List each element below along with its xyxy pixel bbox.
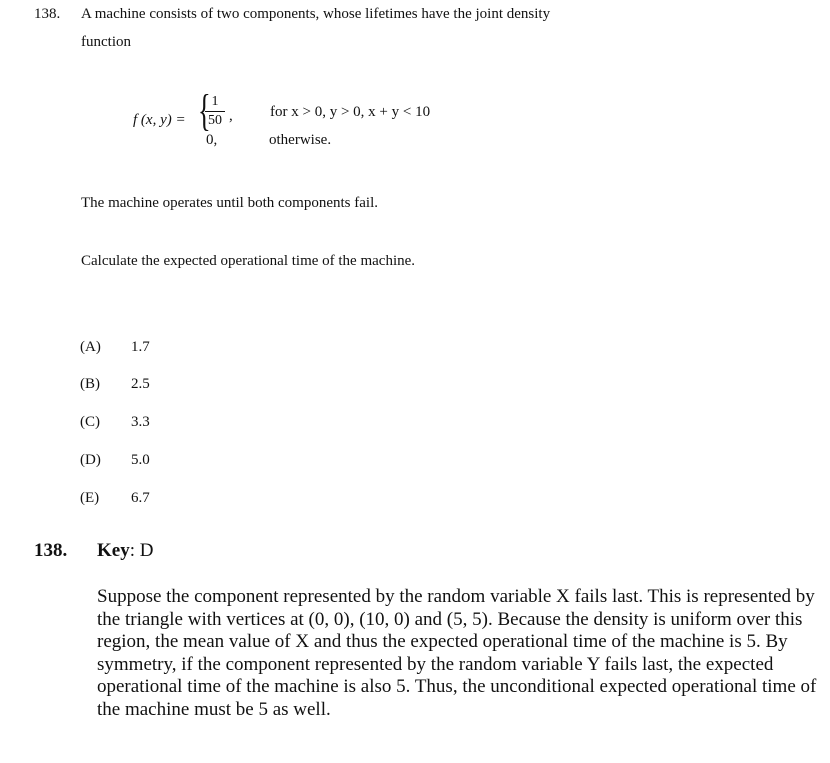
solution-number: 138. bbox=[34, 540, 68, 561]
choice-value: 3.3 bbox=[131, 414, 150, 430]
condition-2: otherwise. bbox=[269, 132, 332, 148]
condition-1: for x > 0, y > 0, x + y < 10 bbox=[270, 104, 431, 120]
choice-label: (B) bbox=[80, 376, 100, 392]
solution-key bbox=[97, 540, 153, 562]
problem-number: 138. bbox=[34, 6, 61, 22]
choice-label: (A) bbox=[80, 339, 101, 355]
key-label: Key bbox=[97, 540, 130, 561]
choice-label: (C) bbox=[80, 414, 100, 430]
problem-text-line2: function bbox=[81, 34, 131, 50]
formula-zero: 0, bbox=[206, 132, 218, 148]
paragraph-2: Calculate the expected operational time of the machine. bbox=[81, 253, 416, 269]
paragraph-1: The machine operates until both components fail. bbox=[81, 195, 378, 211]
formula-lhs: f (x, y) = bbox=[133, 112, 186, 128]
brace: { bbox=[198, 86, 211, 135]
choice-value: 1.7 bbox=[131, 339, 150, 355]
choice-label: (E) bbox=[80, 490, 100, 506]
choice-value: 2.5 bbox=[131, 376, 150, 392]
comma: , bbox=[229, 108, 233, 124]
choice-value: 6.7 bbox=[131, 490, 150, 506]
choice-label: (D) bbox=[80, 452, 101, 468]
problem-text-line1: A machine consists of two components, whose lifetimes have the joint density bbox=[81, 6, 551, 22]
numerator: 1 bbox=[211, 94, 219, 109]
solution-text: Suppose the component represented by the random variable X fails last. This is represented by the triangle with vertices at (0, 0), (10, 0) and (5, 5). Because the density is uniform over this region, the mean value of X and thus the expected operational time of the machine is 5. By symmetry, if the component represented by the random variable Y fails last, the expected operational time of the machine is also 5. Thus, the unconditional expected operational time of the machine must be 5 as well. bbox=[97, 586, 817, 720]
choice-value: 5.0 bbox=[131, 452, 150, 468]
key-value: : D bbox=[129, 540, 154, 561]
fraction bbox=[205, 94, 225, 129]
denominator: 50 bbox=[208, 113, 222, 128]
